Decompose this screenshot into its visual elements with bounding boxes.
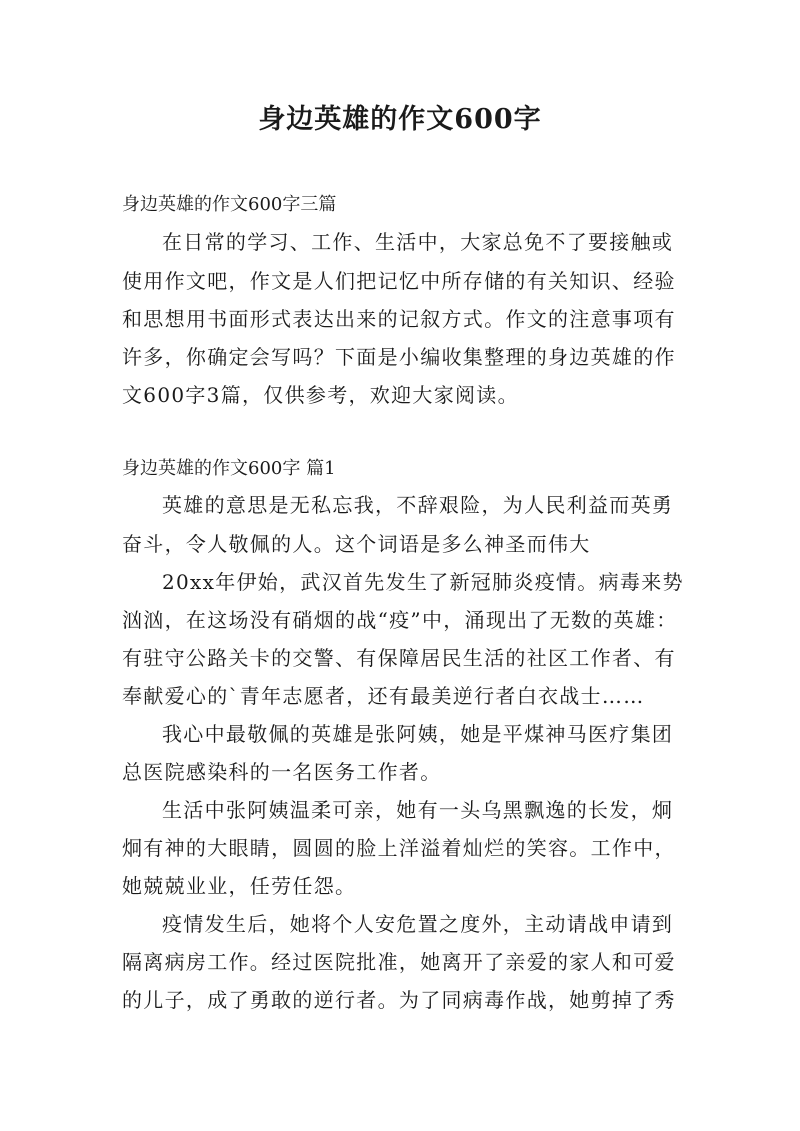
body-line: 奉献爱心的`青年志愿者，还有最美逆行者白衣战士…… [122, 684, 645, 708]
body-line: 炯有神的大眼睛，圆圆的脸上洋溢着灿烂的笑容。工作中， [122, 836, 676, 860]
body-line: 英雄的意思是无私忘我，不辞艰险，为人民利益而英勇 [162, 493, 674, 517]
body-line: 她兢兢业业，任劳任怨。 [122, 874, 357, 898]
intro-line: 许多，你确定会写吗？下面是小编收集整理的身边英雄的作 [122, 345, 676, 369]
document-title: 身边英雄的作文600字 [258, 104, 542, 135]
body-line: 奋斗，令人敬佩的人。这个词语是多么神圣而伟大 [122, 532, 591, 556]
body-line: 20xx年伊始，武汉首先发生了新冠肺炎疫情。病毒来势 [162, 570, 684, 594]
intro-line: 使用作文吧，作文是人们把记忆中所存储的有关知识、经验 [122, 269, 676, 293]
section-heading: 身边英雄的作文600字 篇1 [122, 458, 336, 479]
body-line: 隔离病房工作。经过医院批准，她离开了亲爱的家人和可爱 [122, 950, 676, 974]
intro-line: 在日常的学习、工作、生活中，大家总免不了要接触或 [162, 230, 674, 254]
body-line: 汹汹，在这场没有硝烟的战“疫”中，涌现出了无数的英雄： [122, 608, 678, 632]
body-line: 总医院感染科的一名医务工作者。 [122, 760, 442, 784]
body-line: 疫情发生后，她将个人安危置之度外，主动请战申请到 [162, 912, 674, 936]
intro-line: 和思想用书面形式表达出来的记叙方式。作文的注意事项有 [122, 307, 676, 331]
intro-heading: 身边英雄的作文600字三篇 [122, 194, 337, 215]
body-line: 的儿子，成了勇敢的逆行者。为了同病毒作战，她剪掉了秀 [122, 988, 676, 1012]
intro-line: 文600字3篇，仅供参考，欢迎大家阅读。 [122, 383, 519, 407]
body-line: 我心中最敬佩的英雄是张阿姨，她是平煤神马医疗集团 [162, 722, 674, 746]
body-line: 生活中张阿姨温柔可亲，她有一头乌黑飘逸的长发，炯 [162, 798, 674, 822]
body-line: 有驻守公路关卡的交警、有保障居民生活的社区工作者、有 [122, 646, 676, 670]
